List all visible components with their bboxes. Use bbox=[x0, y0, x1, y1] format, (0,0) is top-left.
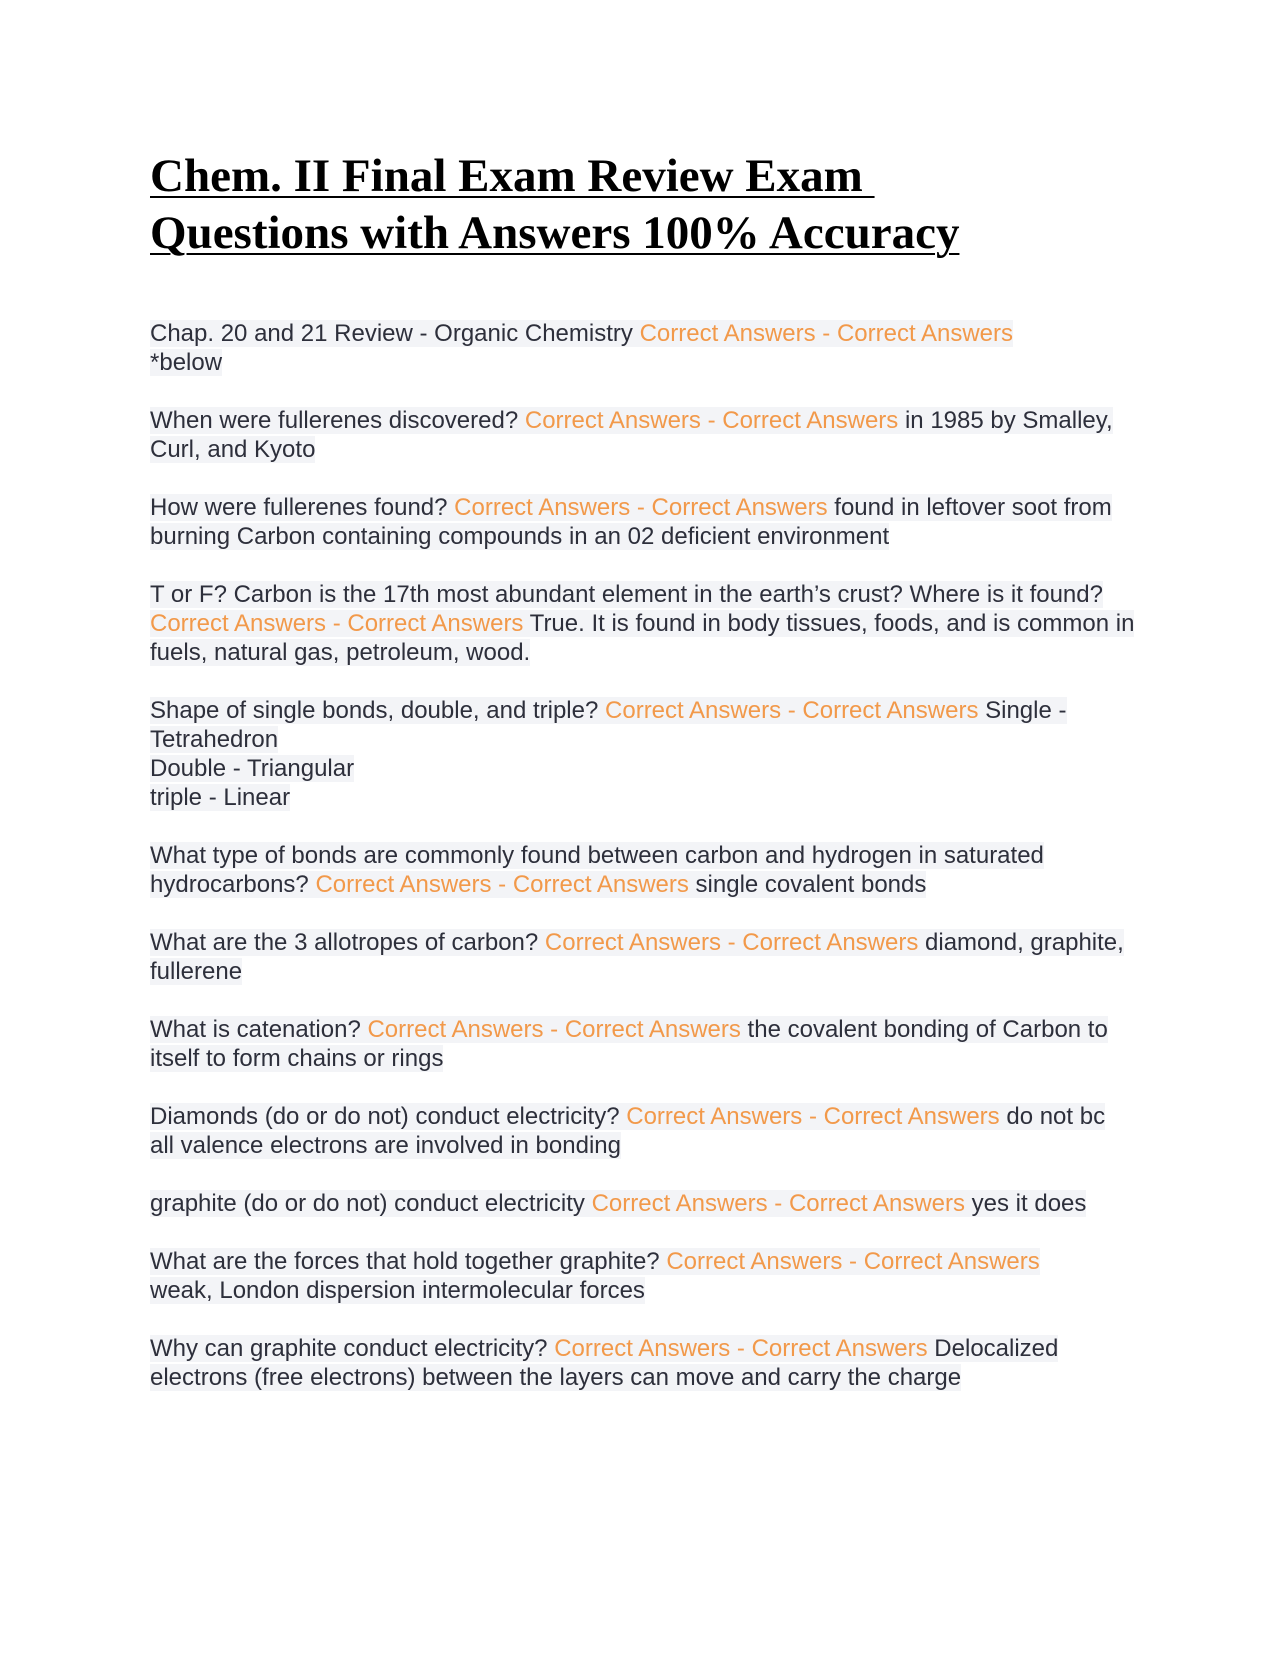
answer-text: the covalent bonding of Carbon to itself to form chains or rings bbox=[150, 1016, 1108, 1072]
qa-list bbox=[150, 319, 1135, 1392]
qa-item bbox=[150, 696, 1135, 812]
qa-item bbox=[150, 319, 1135, 377]
answer-label: Correct Answers - Correct Answers bbox=[150, 610, 524, 637]
question-text: What are the 3 allotropes of carbon? bbox=[150, 929, 545, 956]
qa-item bbox=[150, 1015, 1135, 1073]
qa-item bbox=[150, 928, 1135, 986]
question-text: What are the forces that hold together graphite? bbox=[150, 1248, 667, 1275]
answer-label: Correct Answers - Correct Answers bbox=[605, 697, 979, 724]
answer-text: diamond, graphite, fullerene bbox=[150, 929, 1124, 985]
qa-item bbox=[150, 493, 1135, 551]
document-page bbox=[150, 148, 1135, 1421]
page-title bbox=[150, 148, 1135, 262]
answer-label: Correct Answers - Correct Answers bbox=[544, 929, 919, 956]
answer-text: weak, London dispersion intermolecular forces bbox=[150, 1277, 645, 1304]
question-text: T or F? Carbon is the 17th most abundant element in the earth’s crust? Where is it found? bbox=[150, 581, 1103, 608]
question-text: Shape of single bonds, double, and triple? bbox=[150, 697, 606, 724]
question-text: When were fullerenes discovered? bbox=[150, 407, 525, 434]
question-text: graphite (do or do not) conduct electricity bbox=[150, 1190, 592, 1217]
qa-item bbox=[150, 1102, 1135, 1160]
question-text: What is catenation? bbox=[150, 1016, 368, 1043]
answer-text: found in leftover soot from burning Carbon containing compounds in an 02 deficient environment bbox=[150, 494, 1112, 550]
answer-label: Correct Answers - Correct Answers bbox=[626, 1103, 1000, 1130]
answer-text: True. It is found in body tissues, foods, and is common in fuels, natural gas, petroleum, wood. bbox=[150, 610, 1135, 666]
answer-label: Correct Answers - Correct Answers bbox=[554, 1335, 928, 1362]
answer-text: *below bbox=[150, 349, 223, 376]
answer-text: in 1985 by Smalley, Curl, and Kyoto bbox=[150, 407, 1113, 463]
answer-label: Correct Answers - Correct Answers bbox=[315, 871, 689, 898]
qa-item bbox=[150, 1334, 1135, 1392]
answer-label: Correct Answers - Correct Answers bbox=[367, 1016, 741, 1043]
question-text: Why can graphite conduct electricity? bbox=[150, 1335, 555, 1362]
answer-text-line-3: triple - Linear bbox=[150, 784, 291, 811]
question-text: What type of bonds are commonly found between carbon and hydrogen in saturated hydrocarbons? bbox=[150, 842, 1044, 898]
title-line-2: Questions with Answers 100% Accuracy bbox=[150, 207, 960, 259]
question-text: Chap. 20 and 21 Review - Organic Chemistry bbox=[150, 320, 640, 347]
question-text: Diamonds (do or do not) conduct electricity? bbox=[150, 1103, 627, 1130]
answer-label: Correct Answers - Correct Answers bbox=[524, 407, 899, 434]
qa-item bbox=[150, 406, 1135, 464]
question-text: How were fullerenes found? bbox=[150, 494, 455, 521]
qa-item bbox=[150, 1189, 1135, 1218]
answer-label: Correct Answers - Correct Answers bbox=[639, 320, 1013, 347]
answer-label: Correct Answers - Correct Answers bbox=[666, 1248, 1040, 1275]
answer-text: Delocalized electrons (free electrons) between the layers can move and carry the charge bbox=[150, 1335, 1059, 1391]
title-line-1: Chem. II Final Exam Review Exam bbox=[150, 150, 875, 202]
qa-item bbox=[150, 841, 1135, 899]
answer-text: Single - Tetrahedron bbox=[150, 697, 1067, 753]
answer-label: Correct Answers - Correct Answers bbox=[591, 1190, 965, 1217]
answer-text: do not bc all valence electrons are involved in bonding bbox=[150, 1103, 1106, 1159]
qa-item bbox=[150, 580, 1135, 667]
answer-text: single covalent bonds bbox=[688, 871, 927, 898]
qa-item bbox=[150, 1247, 1135, 1305]
answer-text: yes it does bbox=[965, 1190, 1087, 1217]
answer-text-line-2: Double - Triangular bbox=[150, 755, 355, 782]
answer-label: Correct Answers - Correct Answers bbox=[454, 494, 828, 521]
